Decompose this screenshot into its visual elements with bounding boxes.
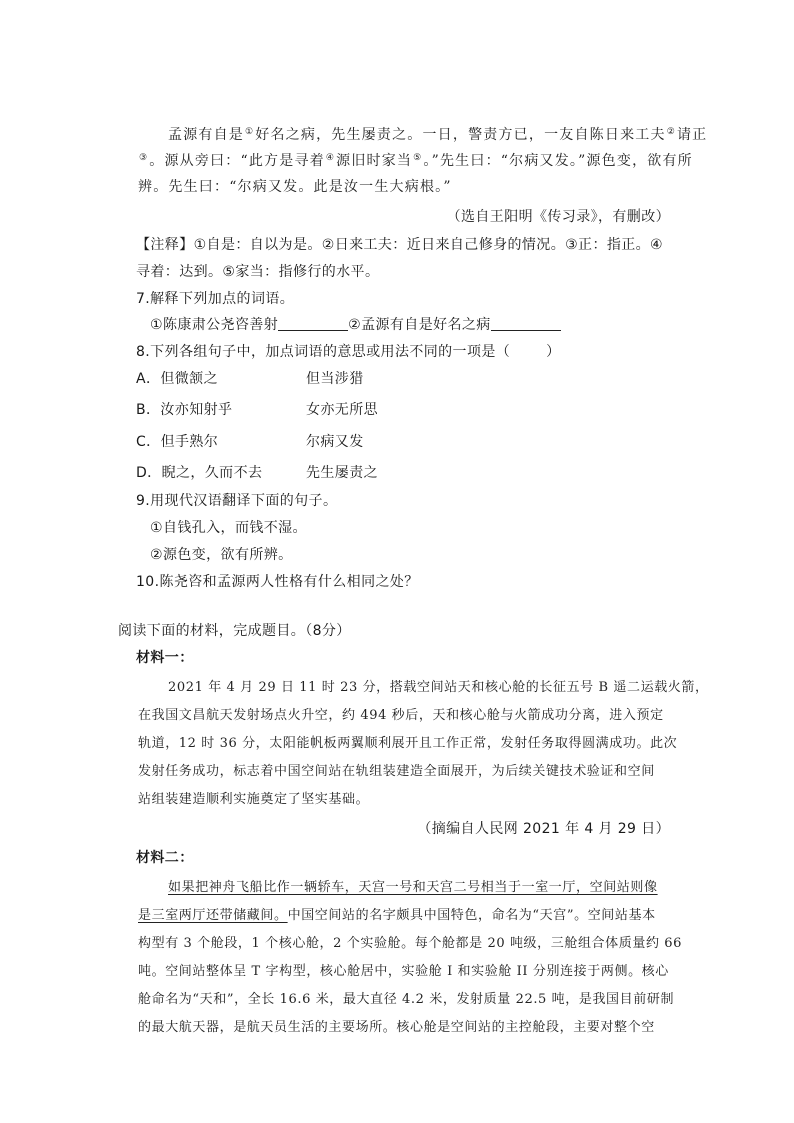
question-8-stem: 8.下列各组句子中，加点词语的意思或用法不同的一项是（ ） [136, 344, 561, 360]
answer-blank-1[interactable] [278, 316, 348, 331]
option-d-left: D．睨之，久而不去 [136, 465, 263, 481]
answer-blank-2[interactable] [491, 316, 561, 331]
option-a-right: 但当涉猎 [306, 371, 364, 387]
material-1-title: 材料一： [136, 650, 194, 666]
note-mark-1: ① [245, 127, 255, 137]
question-9-sentence-2: ②源色变，欲有所辨。 [150, 547, 293, 563]
material-1-source: （摘编自人民网 2021 年 4 月 29 日） [417, 821, 670, 837]
note-mark-2: ② [666, 127, 676, 137]
option-b-right: 女亦无所思 [306, 402, 378, 418]
option-c-right: 尔病又发 [306, 434, 364, 450]
option-c-left: C．但手熟尔 [136, 434, 219, 450]
material-2-line-4: 吨。空间站整体呈 T 字构型，核心舱居中，实验舱 I 和实验舱 II 分别连接于两侧。核心 [138, 964, 669, 979]
passage-line-3: 辨。先生曰：“尔病又发。此是汝一生大病根。” [138, 179, 452, 195]
note-mark-5: ⑤ [413, 153, 423, 163]
material-2-line-6: 的最大航天器，是航天员生活的主要场所。核心舱是空间站的主控舱段，主要对整个空 [138, 1020, 655, 1035]
notes-line-2: 寻着：达到。⑤家当：指修行的水平。 [136, 264, 380, 280]
question-10-stem: 10.陈尧咨和孟源两人性格有什么相同之处？ [136, 574, 419, 590]
passage-line-1: 孟源有自是①好名之病，先生屡责之。一日，警责方已，一友自陈日来工夫②请正 [168, 127, 708, 143]
material-1-line-5: 站组装建造顺利实施奠定了坚实基础。 [138, 792, 370, 807]
notes-line-1: 【注释】①自是：自以为是。②日来工夫：近日来自己修身的情况。③正：指正。④ [136, 237, 664, 253]
passage-line-2: ③。源从旁曰：“此方是寻着④源旧时家当⑤。”先生曰：“尔病又发。”源色变，欲有所 [139, 153, 693, 169]
source-citation: （选自王阳明《传习录》，有删改） [446, 209, 670, 225]
material-2-line-1: 如果把神舟飞船比作一辆轿车，天宫一号和天宫二号相当于一室一厅，空间站则像 [168, 880, 658, 895]
reading-intro: 阅读下面的材料，完成题目。（8分） [118, 623, 351, 639]
material-2-title: 材料二： [136, 850, 194, 866]
material-1-line-2: 在我国文昌航天发射场点火升空，约 494 秒后，天和核心舱与火箭成功分离，进入预定 [138, 708, 664, 723]
option-b-left: B．汝亦知射乎 [136, 402, 233, 418]
material-2-line-3: 构型有 3 个舱段，1 个核心舱，2 个实验舱。每个舱都是 20 吨级，三舱组合体质量约 66 [138, 936, 683, 951]
option-a-left: A．但微颔之 [136, 371, 218, 387]
question-9-stem: 9.用现代汉语翻译下面的句子。 [136, 493, 338, 509]
question-7-stem: 7.解释下列加点的词语。 [136, 291, 295, 307]
underlined-phrase: 是三室两厅还带储藏间。 [138, 908, 288, 923]
material-2-line-5: 舱命名为“天和”，全长 16.6 米，最大直径 4.2 米，发射质量 22.5 吨，是我国目前研制 [138, 992, 675, 1007]
note-mark-4: ④ [325, 153, 336, 163]
note-mark-3: ③ [139, 153, 149, 163]
option-d-right: 先生屡责之 [306, 465, 378, 481]
question-9-sentence-1: ①自钱孔入，而钱不湿。 [150, 520, 307, 536]
material-2-line-2: 是三室两厅还带储藏间。中国空间站的名字颇具中国特色，命名为“天宫”。空间站基本 [138, 908, 656, 923]
question-7-items: ①陈康肃公尧咨善射 ②孟源有自是好名之病 [150, 314, 561, 334]
material-1-line-3: 轨道，12 时 36 分，太阳能帆板两翼顺利展开且工作正常，发射任务取得圆满成功。此次 [138, 736, 678, 751]
material-1-line-1: 2021 年 4 月 29 日 11 时 23 分，搭载空间站天和核心舱的长征五号 B 遥二运载火箭， [168, 680, 709, 695]
material-1-line-4: 发射任务成功，标志着中国空间站在轨组装建造全面展开，为后续关键技术验证和空间 [138, 764, 655, 779]
